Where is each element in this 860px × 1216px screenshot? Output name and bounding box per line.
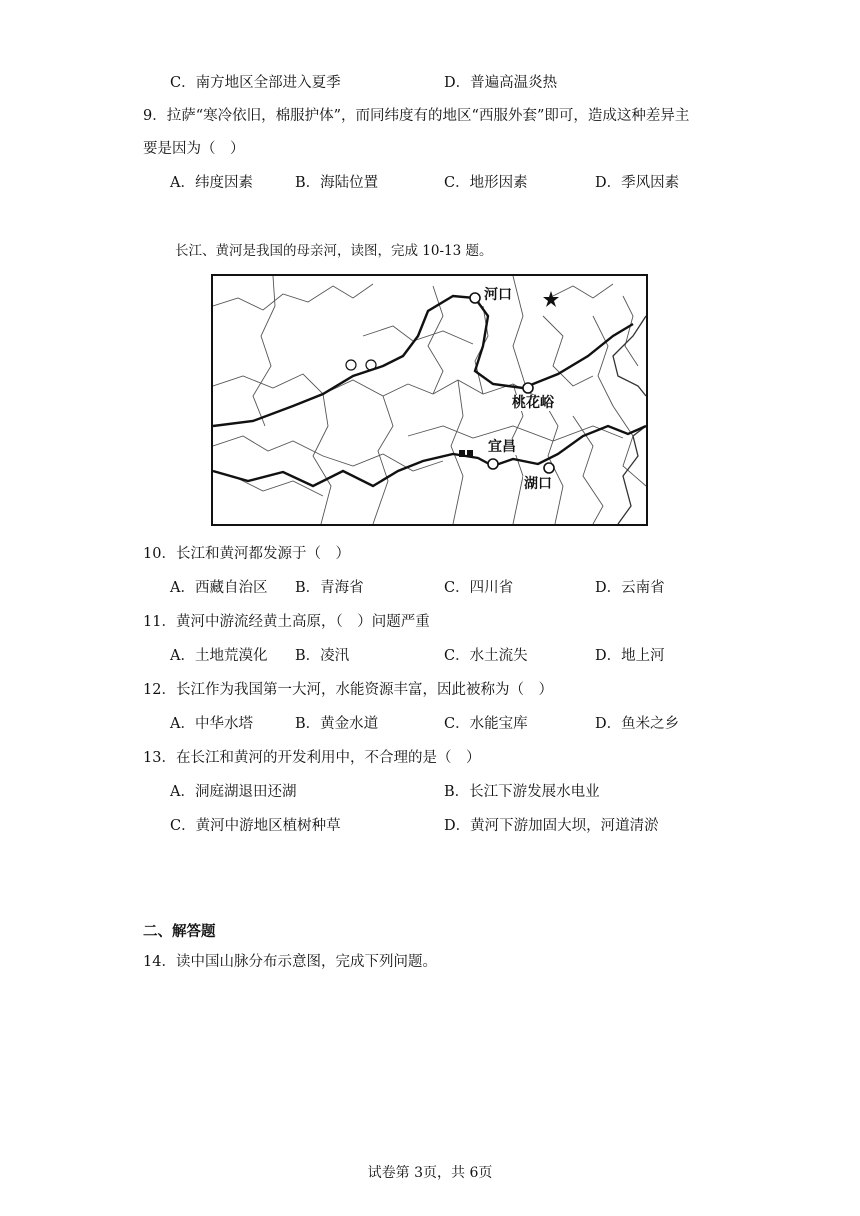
q10-option-b: B．青海省 (295, 580, 364, 596)
q11-option-d: D．地上河 (595, 648, 665, 664)
q10-option-a: A．西藏自治区 (170, 580, 268, 596)
q12-option-c: C．水能宝库 (444, 716, 528, 732)
q13-option-d: D．黄河下游加固大坝，河道清淤 (444, 818, 659, 834)
q11-option-c: C．水土流失 (444, 648, 528, 664)
q9-option-c: C．地形因素 (444, 175, 528, 191)
page-footer: 试卷第 3页，共 6页 (367, 1165, 493, 1181)
q10-option-c: C．四川省 (444, 580, 514, 596)
q8-option-c: C．南方地区全部进入夏季 (170, 75, 341, 91)
map-label-taohuayu: 桃花峪 (512, 395, 554, 411)
q9-option-d: D．季风因素 (595, 175, 680, 191)
q12-option-b: B．黄金水道 (295, 716, 379, 732)
q13-option-b: B．长江下游发展水电业 (444, 784, 600, 800)
q13-option-c: C．黄河中游地区植树种草 (170, 818, 341, 834)
q9-stem-line1: 9．拉萨“寒冷依旧，棉服护体”，而同纬度有的地区“西服外套”即可，造成这种差异主 (143, 108, 690, 124)
q14-stem: 14．读中国山脉分布示意图，完成下列问题。 (143, 954, 437, 970)
q9-option-a: A．纬度因素 (170, 175, 253, 191)
map-label-hukou: 湖口 (524, 476, 552, 492)
river-map-drawing (213, 276, 646, 524)
q13-option-a: A．洞庭湖退田还湖 (170, 784, 297, 800)
q11-option-a: A．土地荒漠化 (170, 648, 268, 664)
q9-stem-line2: 要是因为（ ） (143, 141, 245, 157)
q12-option-a: A．中华水塔 (170, 716, 253, 732)
map-intro-text: 长江、黄河是我国的母亲河，读图，完成 10-13 题。 (175, 243, 493, 259)
map-label-hekou: 河口 (484, 287, 512, 303)
map-label-yichang: 宜昌 (488, 439, 516, 455)
q12-stem: 12．长江作为我国第一大河，水能资源丰富，因此被称为（ ） (143, 682, 553, 698)
q10-option-d: D．云南省 (595, 580, 665, 596)
q12-option-d: D．鱼米之乡 (595, 716, 680, 732)
q11-stem: 11．黄河中游流经黄土高原，（ ）问题严重 (143, 614, 430, 630)
q13-stem: 13．在长江和黄河的开发利用中，不合理的是（ ） (143, 750, 481, 766)
q10-stem: 10．长江和黄河都发源于（ ） (143, 546, 350, 562)
section2-heading: 二、解答题 (143, 923, 216, 940)
q11-option-b: B．凌汛 (295, 648, 350, 664)
q9-option-b: B．海陆位置 (295, 175, 379, 191)
river-map (211, 274, 648, 526)
q8-option-d: D．普遍高温炎热 (444, 75, 558, 91)
